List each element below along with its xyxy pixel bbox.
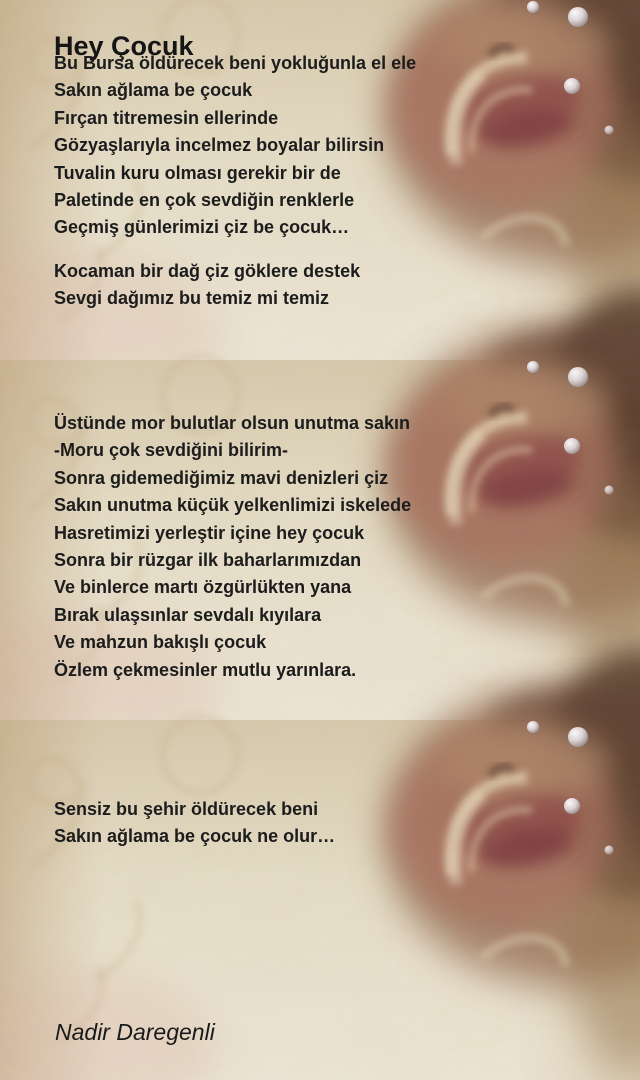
poem-line: Sevgi dağımız bu temiz mi temiz	[54, 288, 330, 309]
poem-line: Sonra bir rüzgar ilk baharlarımızdan	[54, 550, 362, 571]
poem-stanza	[54, 258, 360, 313]
poem-line: Geçmiş günlerimizi çiz be çocuk…	[54, 217, 350, 238]
poem-line: -Moru çok sevdiğini bilirim-	[54, 440, 289, 461]
poem-line: Özlem çekmesinler mutlu yarınlara.	[54, 659, 357, 680]
poem-line: Kocaman bir dağ çiz göklere destek	[54, 261, 361, 281]
poem-line: Sakın ağlama be çocuk ne olur…	[54, 826, 336, 847]
poem-line: Üstünde mor bulutlar olsun unutma sakın	[54, 413, 411, 433]
poem-line: Ve binlerce martı özgürlükten yana	[54, 577, 352, 598]
poem-author: Nadir Daregenli	[55, 1019, 215, 1045]
poem-stanza	[54, 796, 335, 851]
poem-line: Bu Bursa öldürecek beni yokluğunla el ele	[54, 53, 417, 73]
poem-line: Paletinde en çok sevdiğin renklerle	[54, 190, 355, 211]
poem-line: Sensiz bu şehir öldürecek beni	[54, 799, 319, 819]
poem-line: Bırak ulaşsınlar sevdalı kıyılara	[54, 604, 322, 625]
poem-stanza	[54, 410, 411, 684]
poem-line: Hasretimizi yerleştir içine hey çocuk	[54, 522, 365, 543]
poem-line: Sakın unutma küçük yelkenlimizi iskelede	[54, 495, 412, 516]
poem-line: Ve mahzun bakışlı çocuk	[54, 632, 267, 653]
poem-stanza	[54, 50, 416, 242]
poem-line: Fırçan titremesin ellerinde	[54, 107, 279, 128]
poem-line: Gözyaşlarıyla incelmez boyalar bilirsin	[54, 135, 385, 156]
poem-line: Tuvalin kuru olması gerekir bir de	[54, 162, 341, 183]
poem-line: Sakın ağlama be çocuk	[54, 80, 253, 101]
poem-line: Sonra gidemediğimiz mavi denizleri çiz	[54, 467, 389, 488]
poem-title: Hey Çocuk	[54, 31, 194, 62]
